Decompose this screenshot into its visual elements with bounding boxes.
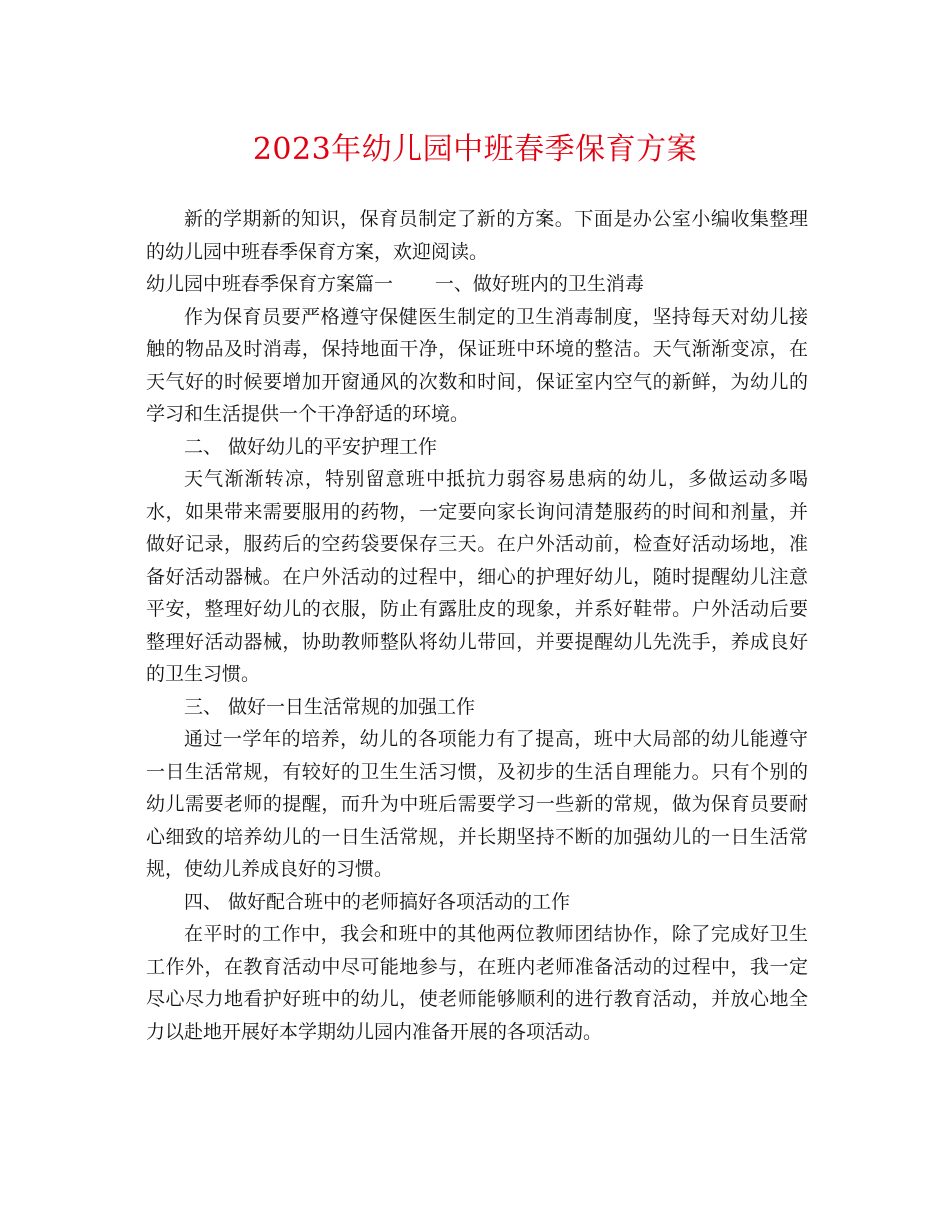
intro-paragraph: 新的学期新的知识，保育员制定了新的方案。下面是办公室小编收集整理的幼儿园中班春季保育方案，欢迎阅读。 [146, 208, 808, 263]
document-body [146, 203, 808, 1048]
section1-body: 作为保育员要严格遵守保健医生制定的卫生消毒制度，坚持每天对幼儿接触的物品及时消毒，保持地面干净，保证班中环境的整洁。天气渐渐变凉，在天气好的时候要增加开窗通风的次数和时间，保证室内空气的新鲜，为幼儿的学习和生活提供一个干净舒适的环境。 [146, 305, 808, 425]
part-heading-line [146, 268, 808, 301]
section3-heading: 三、 做好一日生活常规的加强工作 [184, 695, 476, 718]
document-title: 2023年幼儿园中班春季保育方案 [252, 132, 698, 167]
section4-heading: 四、 做好配合班中的老师搞好各项活动的工作 [184, 890, 571, 913]
part-label: 幼儿园中班春季保育方案篇一 [146, 273, 394, 295]
section3-body: 通过一学年的培养，幼儿的各项能力有了提高，班中大局部的幼儿能遵守一日生活常规，有较好的卫生生活习惯，及初步的生活自理能力。只有个别的幼儿需要老师的提醒，而升为中班后需要学习一些新的常规，做为保育员要耐心细致的培养幼儿的一日生活常规，并长期坚持不断的加强幼儿的一日生活常规，使幼儿养成良好的习惯。 [146, 728, 808, 880]
section1-heading: 一、做好班内的卫生消毒 [434, 273, 644, 295]
section2-body: 天气渐渐转凉，特别留意班中抵抗力弱容易患病的幼儿，多做运动多喝水，如果带来需要服用的药物，一定要向家长询问清楚服药的时间和剂量，并做好记录，服药后的空药袋要保存三天。在户外活动前，检查好活动场地，准备好活动器械。在户外活动的过程中，细心的护理好幼儿，随时提醒幼儿注意平安，整理好幼儿的衣服，防止有露肚皮的现象，并系好鞋带。户外活动后要整理好活动器械，协助教师整队将幼儿带回，并要提醒幼儿先洗手，养成良好的卫生习惯。 [146, 468, 808, 685]
section4-body: 在平时的工作中，我会和班中的其他两位教师团结协作，除了完成好卫生工作外，在教育活动中尽可能地参与，在班内老师准备活动的过程中，我一定尽心尽力地看护好班中的幼儿，使老师能够顺利的进行教育活动，并放心地全力以赴地开展好本学期幼儿园内准备开展的各项活动。 [146, 923, 808, 1043]
section2-heading: 二、 做好幼儿的平安护理工作 [184, 435, 438, 458]
